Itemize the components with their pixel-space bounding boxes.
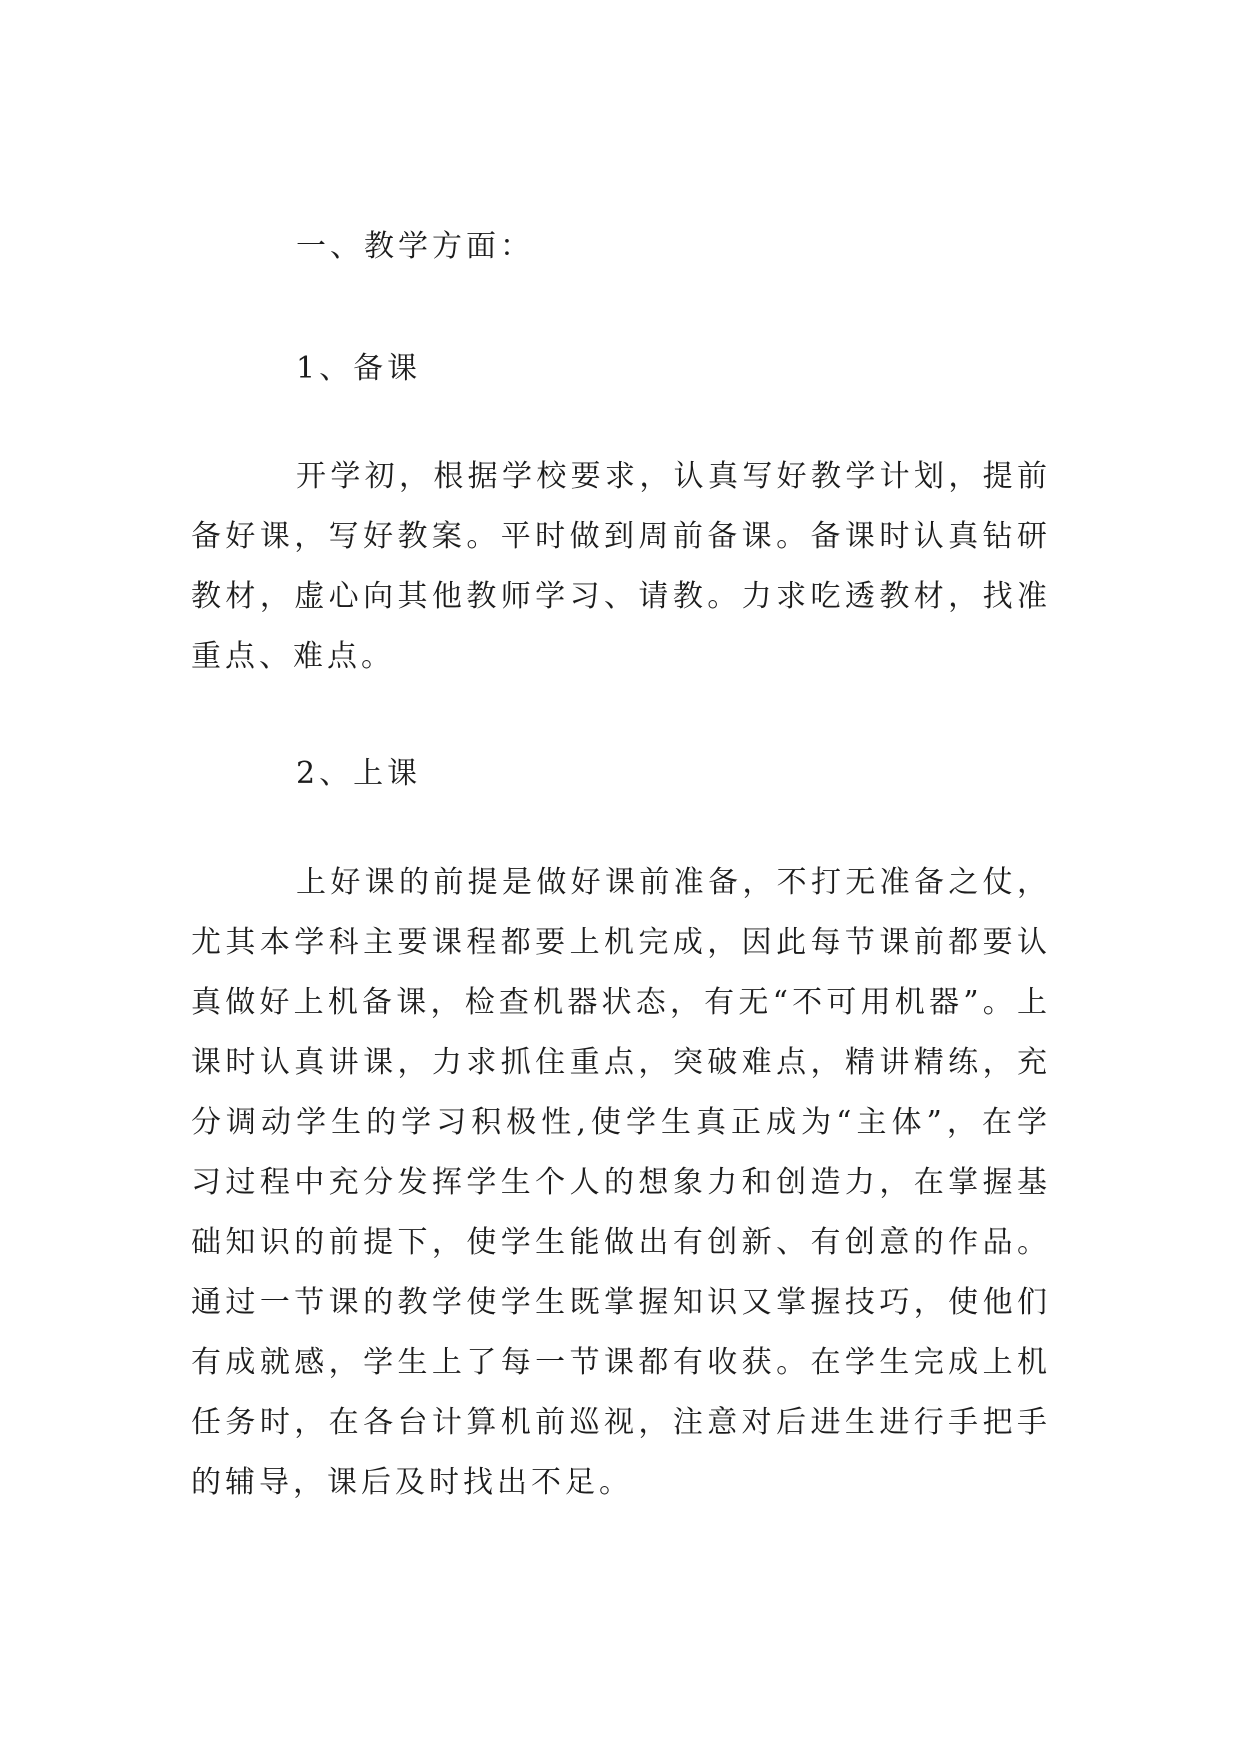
subsection-heading-teaching: 2、上课 (296, 756, 422, 791)
section-heading: 一、教学方面： (296, 229, 534, 264)
paragraph-teaching: 上好课的前提是做好课前准备，不打无准备之仗，尤其本学科主要课程都要上机完成，因此每节课前都要认真做好上机备课，检查机器状态，有无“不可用机器”。上课时认真讲课，力求抓住重点，突破难点，精讲精练，充分调动学生的学习积极性,使学生真正成为“主体”，在学习过程中充分发挥学生个人的想象力和创造力，在掌握基础知识的前提下，使学生能做出有创新、有创意的作品。通过一节课的教学使学生既掌握知识又掌握技巧，使他们有成就感，学生上了每一节课都有收获。在学生完成上机任务时，在各台计算机前巡视，注意对后进生进行手把手的辅导，课后及时找出不足。 (191, 865, 1051, 1500)
paragraph-lesson-prep: 开学初，根据学校要求，认真写好教学计划，提前备好课，写好教案。平时做到周前备课。备课时认真钻研教材，虚心向其他教师学习、请教。力求吃透教材，找准重点、难点。 (191, 459, 1051, 674)
subsection-heading-lesson-prep: 1、备课 (296, 351, 422, 386)
